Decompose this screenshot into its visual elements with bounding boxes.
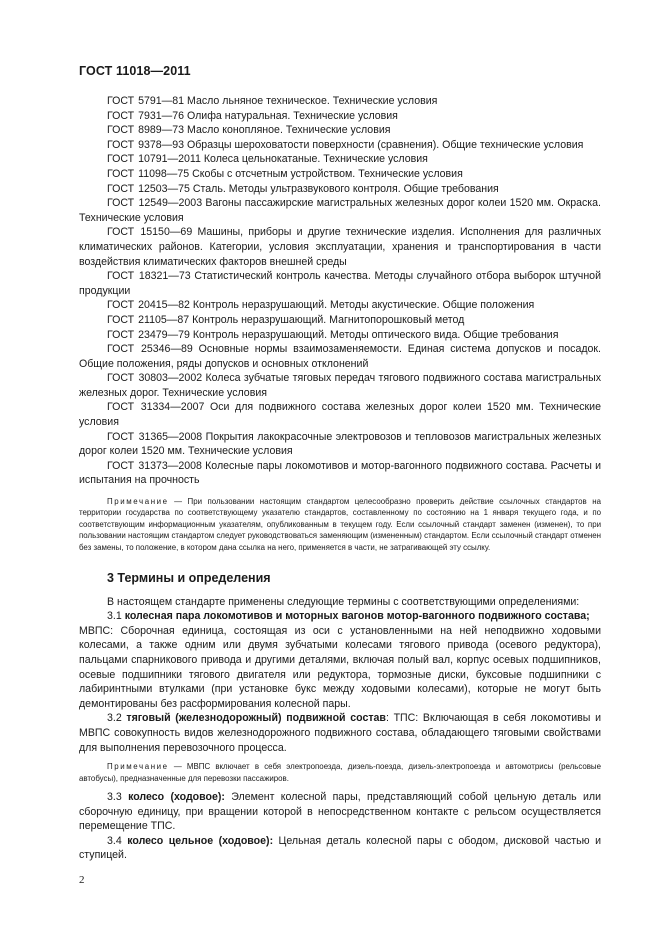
reference-item: ГОСТ 8989—73 Масло конопляное. Технические условия (107, 124, 391, 137)
page-number: 2 (79, 874, 85, 886)
reference-item: ГОСТ 25346—89 Основные нормы взаимозаменяемости. Единая система допусков и посадок. Общие положения, ряды допусков и основных отклонений (79, 343, 601, 370)
reference-item: ГОСТ 31373—2008 Колесные пары локомотивов и мотор-вагонного подвижного состава. Расчеты и испытания на прочность (79, 459, 602, 487)
reference-item: ГОСТ 9378—93 Образцы шероховатости поверхности (сравнения). Общие технические условия (107, 138, 584, 151)
reference-item: ГОСТ 12549—2003 Вагоны пассажирские магистральных железных дорог колеи 1520 мм. Окраска. Технические условия (79, 197, 601, 224)
term-3-4: 3.4 колесо цельное (ходовое): Цельная деталь колесной пары с ободом, дисковой частью и ступицей. (79, 834, 601, 862)
reference-item: ГОСТ 31365—2008 Покрытия лакокрасочные электровозов и тепловозов магистральных железных дорог колеи 1520 мм. Технические условия (79, 430, 601, 458)
term-definition: : ТПС: Включающая в себя локомотивы и МВПС совокупность видов железнодорожного подвижного состава, обладающего тяговыми свойствами для выполнения перевозочного процесса. (79, 712, 601, 754)
reference-item: ГОСТ 18321—73 Статистический контроль качества. Методы случайного отбора выборок штучной продукции (79, 270, 601, 297)
reference-item: ГОСТ 7931—76 Олифа натуральная. Технические условия (107, 109, 398, 122)
reference-item: ГОСТ 20415—82 Контроль неразрушающий. Методы акустические. Общие положения (107, 299, 535, 312)
term-label: колесо (ходовое): (128, 791, 225, 803)
note-label: Примечание (107, 762, 169, 772)
section-heading: 3 Термины и определения (107, 571, 271, 586)
term-label: колесная пара локомотивов и моторных вагонов мотор-вагонного подвижного состава; (124, 610, 590, 623)
term-definition: Цельная деталь колесной пары с ободом, дисковой частью и ступицей. (79, 834, 601, 862)
term-3-2: 3.2 тяговый (железнодорожный) подвижной состав: ТПС: Включающая в себя локомотивы и МВПС совокупность видов железнодорожного подвижного состава, обладающего тяговыми свойствами для выполнения перевозочного процесса. (79, 712, 601, 754)
reference-item: ГОСТ 15150—69 Машины, приборы и другие технические изделия. Исполнения для различных климатических районов. Категории, условия эксплуатации, хранения и транспортирования в части воздействия климатических факторов внешней среды (79, 226, 602, 268)
term-3-3: 3.3 колесо (ходовое): Элемент колесной пары, представляющий собой цельную деталь или сборочную единицу, при вращении которой в непосредственном контакте с рельсом осуществляется перемещение ТПС. (79, 791, 601, 833)
reference-item: ГОСТ 23479—79 Контроль неразрушающий. Методы оптического вида. Общие требования (107, 328, 559, 341)
document-header: ГОСТ 11018—2011 (79, 64, 191, 78)
document-body (79, 94, 601, 863)
term-label: колесо цельное (ходовое): (127, 834, 274, 847)
note-label: Примечание (107, 497, 169, 507)
reference-note (79, 496, 601, 553)
reference-item: ГОСТ 10791—2011 Колеса цельнокатаные. Технические условия (107, 153, 428, 166)
note-text: — МВПС включает в себя электропоезда, дизель-поезда, дизель-электропоезда и автомотрисы (рельсовые автобусы), предназначенные для перевозки пассажиров. (79, 762, 601, 783)
reference-item: ГОСТ 31334—2007 Оси для подвижного состава железных дорог колеи 1520 мм. Технические условия (79, 401, 601, 429)
reference-list (79, 94, 601, 488)
term-3-1: 3.1 колесная пара локомотивов и моторных вагонов мотор-вагонного подвижного состава; МВПС: Сборочная единица, состоящая из оси с установленными на ней неподвижно ходовыми колесами, а также одним или двумя зубчатыми колесами тягового привода (осевого редуктора), пальцами спарникового привода и другими деталями, включая полый вал, корпус осевых подшипников, осевые подшипники тягового двигателя или редуктора, тормозные диски, буксовые подшипники с лабиринтными втулками (при установке букс между ходовыми колесами), которые не могут быть демонтированы без расформирования колесной пары. (79, 610, 601, 710)
term-label: тяговый (железнодорожный) подвижной состав (126, 712, 386, 725)
section-intro: В настоящем стандарте применены следующие термины с соответствующими определениями: (107, 595, 580, 608)
term-definition: Элемент колесной пары, представляющий собой цельную деталь или сборочную единицу, при вращении которой в непосредственном контакте с рельсом осуществляется перемещение ТПС. (79, 791, 601, 833)
reference-item: ГОСТ 5791—81 Масло льняное техническое. Технические условия (107, 95, 438, 107)
reference-item: ГОСТ 12503—75 Сталь. Методы ультразвукового контроля. Общие требования (107, 182, 499, 195)
reference-item: ГОСТ 30803—2002 Колеса зубчатые тяговых передач тягового подвижного состава магистральных железных дорог. Технические условия (79, 372, 601, 399)
reference-item: ГОСТ 21105—87 Контроль неразрушающий. Магнитопорошковый метод (107, 313, 465, 326)
term-note (79, 761, 601, 784)
note-text: — При пользовании настоящим стандартом целесообразно проверить действие ссылочных стандартов на территории государства по соответствующему указателю стандартов, составленному по состоянию на 1 января текущего года, и по соответствующим информационным указателям, опубликованным в текущем году. Если ссылочный стандарт заменен (изменен), то при пользовании настоящим стандартом следует руководствоваться заменяющим (измененным) стандартом. Если ссылочный стандарт отменен без замены, то положение, в котором дана ссылка на него, применяется в части, не затрагивающей эту ссылку. (79, 497, 601, 552)
term-definition: МВПС: Сборочная единица, состоящая из оси с установленными на ней неподвижно ходовыми колесами, а также одним или двумя зубчатыми колесами тягового привода (осевого редуктора), пальцами спарникового привода и другими деталями, включая полый вал, корпус осевых подшипников, осевые подшипники тягового двигателя или редуктора, тормозные диски, буксовые подшипники с лабиринтными втулками (при установке букс между ходовыми колесами), которые не могут быть демонтированы без расформирования колесной пары. (79, 624, 601, 710)
reference-item: ГОСТ 11098—75 Скобы с отсчетным устройством. Технические условия (107, 167, 463, 180)
